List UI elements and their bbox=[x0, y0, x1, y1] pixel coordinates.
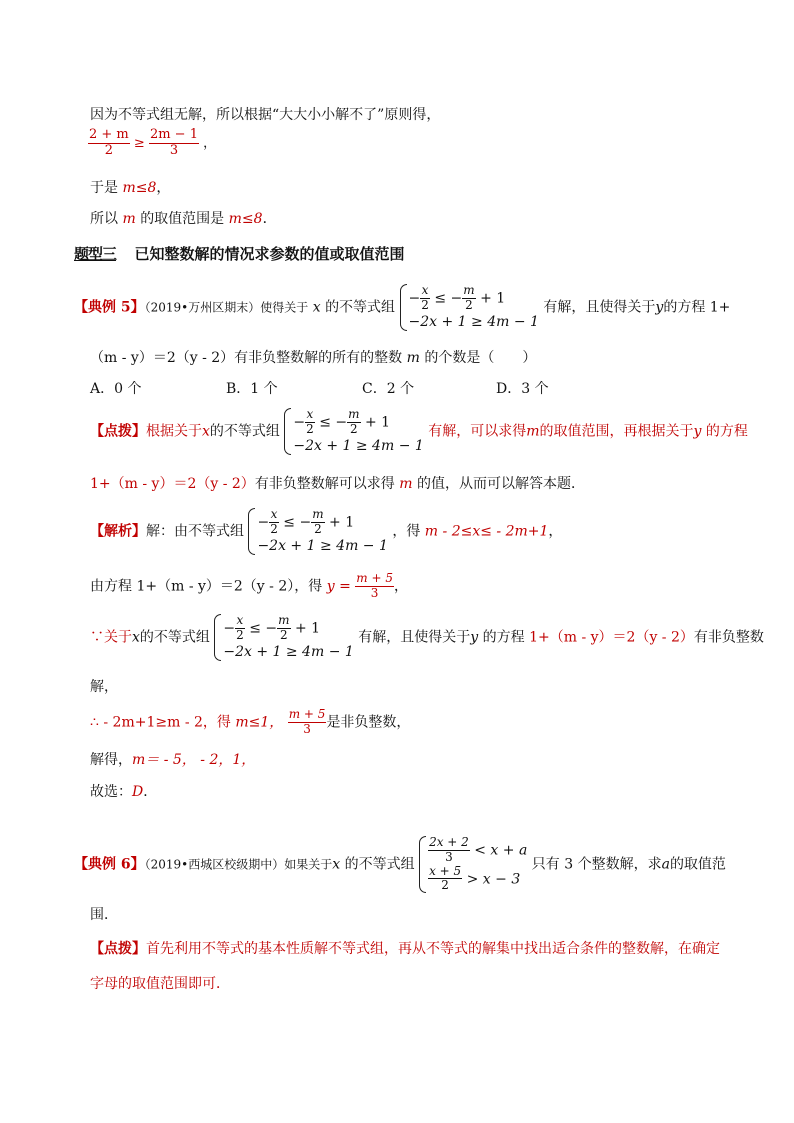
inequality-system: − $\frac{x}{2}$ ≤ − $\frac{m}{2}$ + 1 −2x + 1 ≥ 4m − 1 bbox=[284, 408, 423, 455]
text-line: 所以 m 的取值范围是 m≤8． bbox=[90, 211, 277, 227]
solution-5-line6: 解得，m＝ - 5， - 2，1， bbox=[90, 752, 256, 768]
fraction: $\frac{2 + m}{2}$ bbox=[89, 127, 129, 158]
inequality-system: − $\frac{x}{2}$ ≤ − $\frac{m}{2}$ + 1 −2x + 1 ≥ 4m − 1 bbox=[214, 614, 353, 661]
option-a[interactable]: A．0 个 bbox=[90, 381, 142, 397]
hint-5-line2: 1+（m - y）＝2（y - 2）有非负整数解可以求得 m 的值，从而可以解答本题． bbox=[90, 476, 585, 492]
example-6-line1: 【典例 6】（2019•西城区校级期中）如果关于x 的不等式组 $\frac{2x + 2}{3}$ < x + a $\frac{x + 5}{2}$ > x − 3 只有 3 个整数解，求a的取值范 bbox=[74, 835, 726, 893]
example-6-line2: 围． bbox=[90, 907, 118, 923]
solution-5-line2: 由方程 1+（m - y）＝2（y - 2），得 y = $\frac{m + 5}{3}$ ， bbox=[90, 571, 408, 600]
option-d[interactable]: D．3 个 bbox=[496, 381, 549, 397]
fraction: $\frac{2m - 1}{3}$ bbox=[149, 127, 198, 158]
section-logo: 题型三 bbox=[74, 245, 117, 263]
solution-5-line5: ∴ - 2m+1≥m - 2，得 m≤1， $\frac{m + 5}{3}$ 是非负整数， bbox=[90, 707, 411, 736]
inequality-system: − $\frac{x}{2}$ ≤ − $\frac{m}{2}$ + 1 −2x + 1 ≥ 4m − 1 bbox=[248, 508, 387, 555]
text-line: 因为不等式组无解，所以根据“大大小小解不了”原则得， bbox=[90, 107, 441, 123]
inequality: $\frac{2 + m}{2}$ ≥ $\frac{2m - 1}{3}$ ， bbox=[89, 127, 217, 158]
hint-5-line1: 【点拨】根据关于x的不等式组 − $\frac{x}{2}$ ≤ − $\frac{m}{2}$ + 1 −2x + 1 ≥ 4m − 1 有解，可以求得m的取值范围，再根据关于y 的方程 bbox=[90, 407, 748, 454]
hint-6-line2: 字母的取值范围即可． bbox=[90, 976, 230, 992]
text-line: 于是 m≤8， bbox=[90, 180, 171, 196]
inequality-system: $\frac{2x + 2}{3}$ < x + a $\frac{x + 5}{2}$ > x − 3 bbox=[419, 836, 527, 893]
option-b[interactable]: B．1 个 bbox=[226, 381, 278, 397]
hint-6-line1: 【点拨】首先利用不等式的基本性质解不等式组，再从不等式的解集中找出适合条件的整数解，在确定 bbox=[90, 941, 720, 957]
example-5-line2: （m - y）＝2（y - 2）有非负整数解的所有的整数 m 的个数是（ ） bbox=[90, 350, 537, 366]
solution-5-line7: 故选：D． bbox=[90, 784, 158, 800]
solution-5-line3: ∵关于x的不等式组 − $\frac{x}{2}$ ≤ − $\frac{m}{2}$ + 1 −2x + 1 ≥ 4m − 1 有解，且使得关于y 的方程 1+（m - y）＝2（y - 2）有非负整数 bbox=[90, 613, 764, 660]
solution-5-line1: 【解析】解：由不等式组 − $\frac{x}{2}$ ≤ − $\frac{m}{2}$ + 1 −2x + 1 ≥ 4m − 1 ，得 m - 2≤x≤ - 2m+1， bbox=[90, 507, 563, 554]
section-title: 已知整数解的情况求参数的值或取值范围 bbox=[134, 245, 405, 263]
section-heading bbox=[74, 243, 404, 264]
option-c[interactable]: C．2 个 bbox=[362, 381, 415, 397]
inequality-system: − $\frac{x}{2}$ ≤ − $\frac{m}{2}$ + 1 −2x + 1 ≥ 4m − 1 bbox=[400, 284, 539, 331]
solution-5-line4: 解， bbox=[90, 679, 118, 695]
example-5-line1: 【典例 5】（2019•万州区期末）使得关于 x 的不等式组 − $\frac{x}{2}$ ≤ − $\frac{m}{2}$ + 1 −2x + 1 ≥ 4m − 1 有解，且使得关于y的方程 1+ bbox=[74, 283, 731, 330]
